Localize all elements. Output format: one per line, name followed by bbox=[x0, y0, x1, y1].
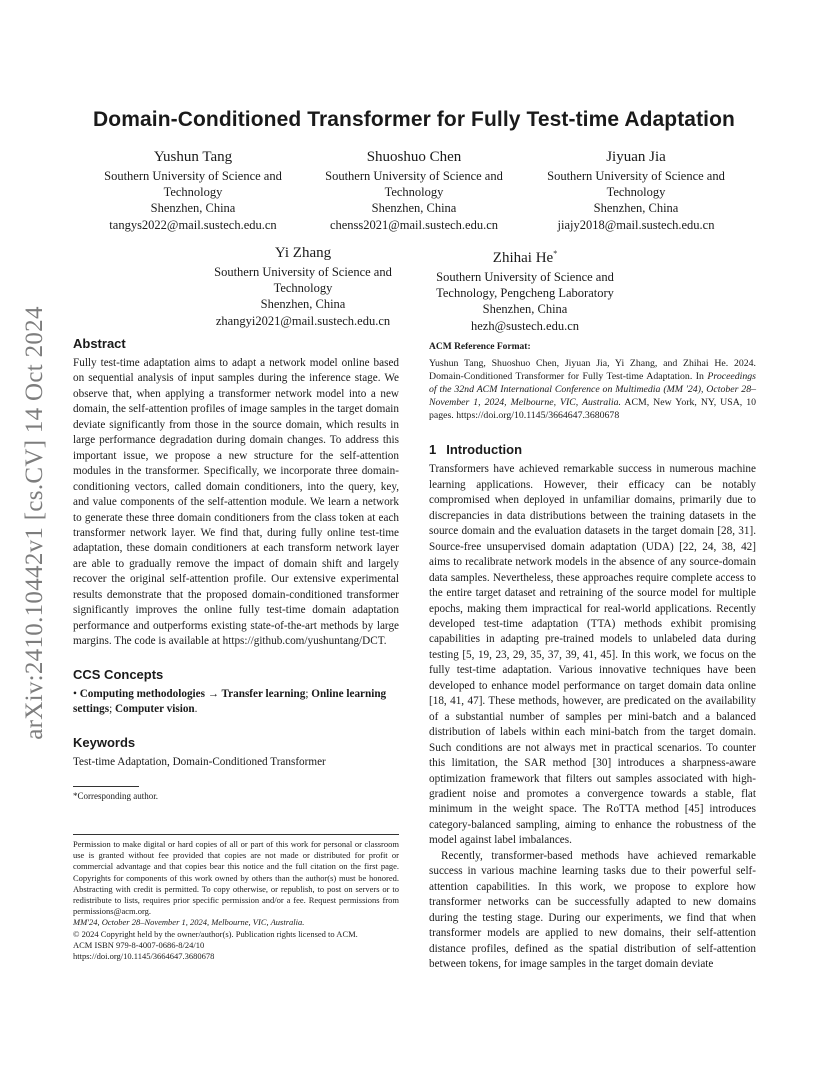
author-email: chenss2021@mail.sustech.edu.cn bbox=[329, 217, 499, 232]
copyright: © 2024 Copyright held by the owner/author(s). Publication rights licensed to ACM. bbox=[73, 928, 358, 939]
conference-venue: MM'24, October 28–November 1, 2024, Melbourne, VIC, Australia. bbox=[73, 917, 305, 928]
ccs-item: Online learning settings bbox=[73, 687, 387, 716]
intro-heading: 1 Introduction bbox=[429, 442, 523, 458]
section-number: 1 bbox=[429, 442, 437, 458]
author-affiliation: Southern University of Science and bbox=[104, 169, 282, 183]
permission-block bbox=[73, 834, 399, 962]
author-name: Yi Zhang bbox=[274, 245, 332, 261]
keywords-text: Test-time Adaptation, Domain-Conditioned Transformer bbox=[73, 755, 326, 768]
author-city: Shenzhen, China bbox=[260, 297, 346, 312]
author-affiliation: Southern University of Science and bbox=[547, 169, 725, 183]
acm-reference-venue: Proceedings of the 32nd ACM International Conference on Multimedia (MM '24), October 28–November 1, 2024, Melbourne, VIC, Australia. bbox=[429, 371, 756, 409]
isbn: ACM ISBN 979-8-4007-0686-8/24/10 bbox=[73, 939, 205, 950]
left-column bbox=[73, 336, 399, 802]
author-city: Shenzhen, China bbox=[150, 201, 236, 216]
author-email: zhangyi2021@mail.sustech.edu.cn bbox=[215, 313, 391, 328]
right-column bbox=[429, 340, 756, 972]
author-affiliation: Technology bbox=[273, 281, 333, 296]
ccs-heading: CCS Concepts bbox=[73, 666, 164, 682]
arxiv-stamp bbox=[20, 287, 50, 759]
author-email: jiajy2018@mail.sustech.edu.cn bbox=[557, 217, 715, 232]
author-name: Jiyuan Jia bbox=[606, 149, 666, 165]
author-email: hezh@sustech.edu.cn bbox=[470, 318, 579, 333]
doi-link[interactable]: https://doi.org/10.1145/3664647.3680678 bbox=[73, 951, 215, 962]
author-affiliation: Southern University of Science and bbox=[214, 265, 392, 279]
acm-reference-text: Yushun Tang, Shuoshuo Chen, Jiyuan Jia, Yi Zhang, and Zhihai He. 2024. Domain-Conditioned Transformer for Fully Test-time Adaptation. In Proceedings of the 32nd ACM International Conference on Multimedia (MM '24), October 28–November 1, 2024, Melbourne, VIC, Australia. ACM, New York, NY, USA, 10 pages. https://doi.org/10.1145/3664647.3680678 bbox=[429, 358, 756, 422]
author-block bbox=[521, 148, 751, 233]
footnote-rule bbox=[73, 786, 139, 787]
footnote: *Corresponding author. bbox=[73, 790, 158, 801]
author-email: tangys2022@mail.sustech.edu.cn bbox=[109, 217, 277, 232]
author-name: Shuoshuo Chen bbox=[366, 149, 462, 165]
abstract-heading: Abstract bbox=[73, 336, 126, 351]
author-affiliation: Southern University of Science and bbox=[436, 270, 614, 284]
author-name: Zhihai He* bbox=[492, 249, 558, 266]
author-affiliation: Technology bbox=[384, 185, 444, 200]
author-block bbox=[410, 244, 640, 334]
ccs-item: Computing methodologies → Transfer learning bbox=[79, 687, 306, 700]
abstract-text: Fully test-time adaptation aims to adapt a network model online based on sequential analysis of input samples during the inference stage. We observe that, when applying a transformer network model into a new domain, the self-attention profiles of image samples in the target domain deviate significantly from those in the source domain, which results in large performance degradation during domain changes. To address this important issue, we propose a new structure for the self-attention modules in the transformer. Specifically, we incorporate three domain-conditioning vectors, called domain conditioners, into the query, key, and value components of the self-attention module. We learn a network to generate these three domain conditioners from the class token at each transformer network layer. We find that, during fully online test-time adaptation, these domain conditioners at each transform network layer are able to gradually remove the impact of domain shift and largely recover the original self-attention profile. Our extensive experimental results demonstrate that the proposed domain-conditioned transformer significantly improves the online fully test-time domain adaptation performance and outperforms existing state-of-the-art methods by large margins. The code is available at https://github.com/yushuntang/DCT. bbox=[73, 357, 399, 648]
paper-title: Domain-Conditioned Transformer for Fully Test-time Adaptation bbox=[93, 108, 735, 131]
author-city: Shenzhen, China bbox=[371, 201, 457, 216]
author-affiliation: Southern University of Science and bbox=[325, 169, 503, 183]
author-block bbox=[299, 148, 529, 233]
author-city: Shenzhen, China bbox=[593, 201, 679, 216]
arxiv-stamp-text: arXiv:2410.10442v1 [cs.CV] 14 Oct 2024 bbox=[21, 306, 49, 740]
author-block bbox=[78, 148, 308, 233]
author-name: Yushun Tang bbox=[153, 149, 233, 165]
keywords-heading: Keywords bbox=[73, 734, 136, 750]
author-city: Shenzhen, China bbox=[482, 302, 568, 317]
intro-paragraph: Transformers have achieved remarkable success in numerous machine learning applications. However, their efficacy can be notably compromised when deployed in unfamiliar domains, primarily due to discrepancies in data distributions between the training datasets in the source domain and the evaluation datasets in the target domain [28, 31]. Source-free unsupervised domain adaptation (UDA) [22, 24, 38, 42] aims to recalibrate network models in the absence of any source-domain data samples. Nevertheless, these approaches require complete access to the entire target dataset and retraining of the source model for multiple epochs, making them impractical for real-world applications. Recently developed test-time adaptation (TTA) methods exhibit promising capabilities in adapting pre-trained models to unlabeled data during testing [5, 19, 23, 29, 35, 37, 39, 41, 45]. In this work, we focus on the fully test-time adaptation. Various innovative techniques have been developed to enhance model performance on target domain data online [18, 41, 47]. These methods, however, are predicated on the availability of a substantial number of samples per mini-batch and a balanced distribution of labels within each mini-batch from the target domain. Such conditions are not always met in practical scenarios. To counter this limitation, the SAR method [30] introduces a sharpness-aware optimization framework that filters out samples associated with high-gradient noise and promotes a convergence towards a stable, flat minimum in the weight space. The RoTTA method [45] introduces category-balanced sampling, aiming to enhance the robustness of the model against label imbalances. bbox=[429, 463, 756, 847]
intro-paragraph: Recently, transformer-based methods have achieved remarkable success in various machine learning tasks due to their powerful self-attention capabilities. In this work, we propose to explore how transformer networks can be successfully adapted to new domains during the testing stage. During our experiments, we find that when transformer models are applied to new domains, their self-attention distance profiles, defined as the spatial distribution of self-attention between tokens, for image samples in the target domain deviate bbox=[429, 849, 756, 970]
ccs-concepts: • Computing methodologies → Transfer learning; Online learning settings; Computer vision. bbox=[73, 687, 387, 716]
ccs-item: Computer vision bbox=[114, 703, 195, 716]
author-affiliation: Technology, Pengcheng Laboratory bbox=[436, 286, 614, 301]
permission-text: Permission to make digital or hard copies of all or part of this work for personal or classroom use is granted without fee provided that copies are not made or distributed for profit or commercial advantage and that copies bear this notice and the full citation on the first page. Copyrights for components of this work owned by others than the author(s) must be honored. Abstracting with credit is permitted. To copy otherwise, or republish, to post on servers or to redistribute to lists, requires prior specific permission and/or a fee. Request permissions from permissions@acm.org. bbox=[73, 839, 399, 917]
corresponding-mark: * bbox=[553, 249, 558, 258]
author-affiliation: Technology bbox=[163, 185, 223, 200]
author-affiliation: Technology bbox=[606, 185, 666, 200]
acm-reference-heading: ACM Reference Format: bbox=[429, 342, 531, 352]
author-block bbox=[188, 244, 418, 329]
